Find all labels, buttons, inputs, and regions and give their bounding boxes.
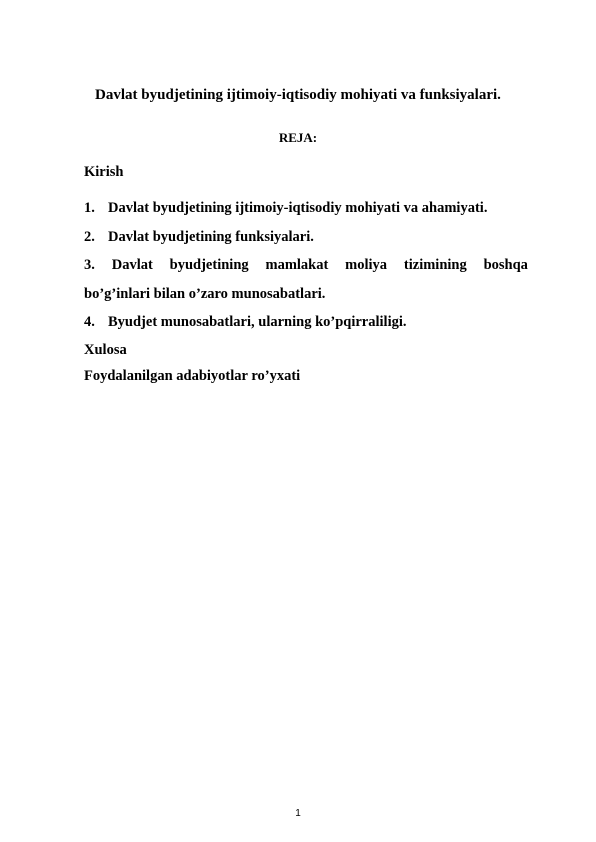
plan-heading: REJA: [278,130,318,145]
list-item-word: byudjetining [169,257,249,273]
list-item-word: Davlat [111,257,153,273]
list-item-word: boshqa [483,257,528,273]
list-item [84,256,528,274]
list-item [84,228,314,246]
list-item-continuation: bo’g’inlari bilan o’zaro munosabatlari. [84,286,326,302]
list-item-number: 2. [84,229,95,245]
list-item-word: moliya [345,257,388,273]
intro-item: Kirish [84,164,124,180]
list-item-text: Byudjet munosabatlari, ularning ko’pqirraliligi. [108,314,407,330]
list-item-number: 3. [84,257,95,273]
document-title: Davlat byudjetining ijtimoiy-iqtisodiy mohiyati va funksiyalari. [95,87,501,103]
list-item-word: mamlakat [265,257,329,273]
list-item-text: Davlat byudjetining ijtimoiy-iqtisodiy mohiyati va ahamiyati. [108,200,488,216]
list-item-text: Davlat byudjetining funksiyalari. [108,229,314,245]
list-item-word: tizimining [403,257,467,273]
list-item-number: 4. [84,314,95,330]
page-number: 1 [295,808,301,819]
references-item: Foydalanilgan adabiyotlar ro’yxati [84,368,301,384]
list-item-number: 1. [84,200,95,216]
list-item [84,199,487,217]
list-item [84,313,407,331]
conclusion-item: Xulosa [84,342,127,358]
